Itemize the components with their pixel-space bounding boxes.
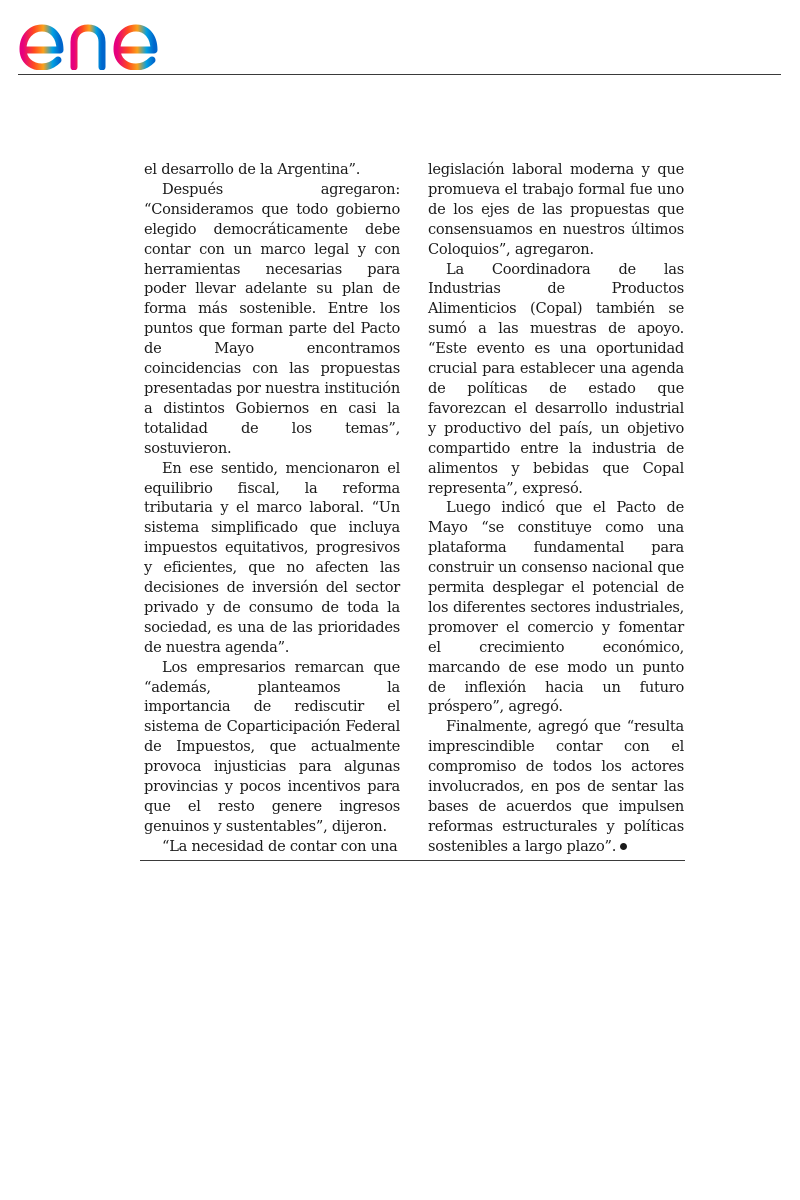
- paragraph: Luego indicó que el Pacto de Mayo “se constituye como una plataforma fundamental para construir un consenso nacional que permita desplegar el potencial de los diferentes sectores industriales, promover el comercio y fomentar el crecimiento económico, marcando de ese modo un punto de inflexión hacia un futuro próspero”, agregó.: [428, 499, 684, 716]
- paragraph: Después agregaron: “Consideramos que todo gobierno elegido democráticamente debe contar con un marco legal y con herramientas necesarias para poder llevar adelante su plan de forma más sostenible. Entre los puntos que forman parte del Pacto de Mayo encontramos coincidencias con las propuestas presentadas por nuestra institución a distintos Gobiernos en casi la totalidad de los temas”, sostuvieron.: [144, 180, 400, 457]
- footer-divider: [140, 860, 685, 861]
- end-of-article-bullet-icon: [620, 843, 627, 850]
- paragraph: En ese sentido, mencionaron el equilibrio fiscal, la reforma tributaria y el marco laboral. “Un sistema simplificado que incluya impuestos equitativos, progresivos y eficientes, que no afecten las decisiones de inversión del sector privado y de consumo de toda la sociedad, es una de las prioridades de nuestra agenda”.: [144, 459, 400, 656]
- article-body: [144, 160, 684, 857]
- paragraph-final-text: Finalmente, agregó que “resulta imprescindible contar con el compromiso de todos los actores involucrados, en pos de sentar las bases de acuerdos que impulsen reformas estructurales y políticas sostenibles a largo plazo”.: [428, 718, 684, 855]
- enel-logo: [18, 6, 193, 70]
- paragraph: legislación laboral moderna y que promueva el trabajo formal fue uno de los ejes de las propuestas que consensuamos en nuestros últimos Coloquios”, agregaron.: [428, 161, 684, 258]
- header-divider: [18, 74, 781, 75]
- article-column-left: [144, 160, 400, 857]
- article-column-right: [428, 160, 684, 857]
- paragraph: el desarrollo de la Argentina”.: [144, 161, 361, 178]
- paragraph: La Coordinadora de las Industrias de Productos Alimenticios (Copal) también se sumó a las muestras de apoyo. “Este evento es una oportunidad crucial para establecer una agenda de políticas de estado que favorezcan el desarrollo industrial y productivo del país, un objetivo compartido entre la industria de alimentos y bebidas que Copal representa”, expresó.: [428, 260, 684, 497]
- paragraph-final: [428, 717, 684, 856]
- paragraph: “La necesidad de contar con una: [162, 837, 398, 855]
- paragraph: Los empresarios remarcan que “además, planteamos la importancia de rediscutir el sistema de Coparticipación Federal de Impuestos, que actualmente provoca injusticias para algunas provincias y pocos incentivos para que el resto genere ingresos genuinos y sustentables”, dijeron.: [144, 658, 400, 835]
